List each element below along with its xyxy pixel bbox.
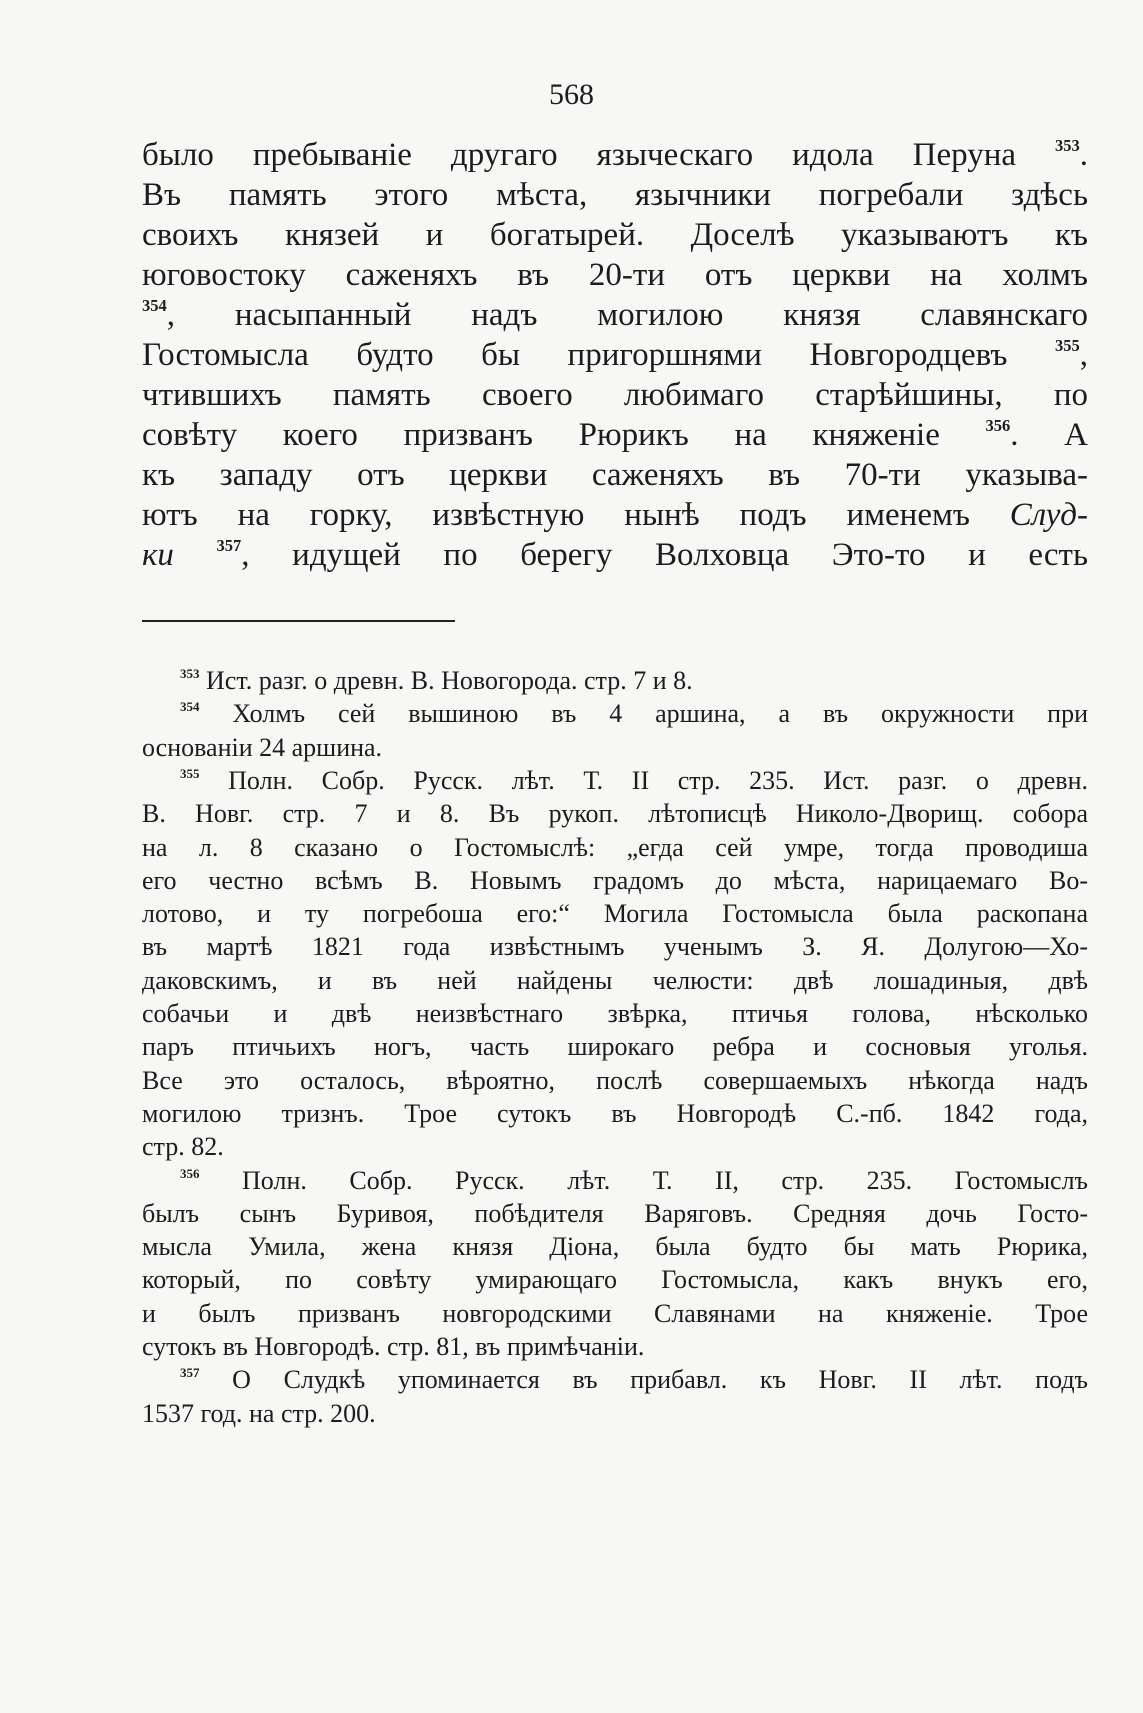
text-run: 1537 год. на стр. 200.: [142, 1398, 376, 1428]
text-run: было пребыванiе другаго языческаго идола Перуна: [142, 137, 1055, 173]
body-line: [142, 495, 1088, 535]
text-run: О Слудкѣ упоминается въ прибавл. къ Новг. II лѣт. подъ: [199, 1365, 1088, 1395]
body-line: [142, 535, 1088, 575]
footnote-line: [142, 864, 1088, 897]
text-run: ютъ на горку, извѣстную нынѣ подъ именемъ: [142, 497, 1010, 533]
body-line: [142, 295, 1088, 335]
footnote-marker: 354: [142, 295, 167, 315]
text-run: основанiи 24 аршина.: [142, 732, 383, 762]
text-run: который, по совѣту умирающаго Гостомысла, какъ внукъ его,: [142, 1265, 1088, 1295]
text-run: совѣту коего призванъ Рюрикъ на княженiе: [142, 417, 986, 453]
footnote-line: [142, 997, 1088, 1030]
footnote-line: [142, 964, 1088, 997]
body-line: [142, 415, 1088, 455]
text-run: стр. 82.: [142, 1132, 224, 1162]
page-number: 568: [549, 78, 594, 111]
text-run: , идущей по берегу Волховца Это-то и есть: [241, 537, 1088, 573]
footnote-line: [142, 1263, 1088, 1296]
footnote-line: [142, 1197, 1088, 1230]
text-run: юговостоку саженяхъ въ 20-ти отъ церкви на холмъ: [142, 257, 1088, 293]
footnote-line: [142, 797, 1088, 830]
text-run: мысла Умила, жена князя Дiона, была будто бы мать Рюрика,: [142, 1232, 1088, 1262]
footnote-line: [142, 764, 1088, 797]
text-run: .: [1079, 137, 1088, 173]
footnote-line: [142, 897, 1088, 930]
text-run: В. Новг. стр. 7 и 8. Въ рукоп. лѣтописцѣ Николо-Дворищ. собора: [142, 799, 1088, 829]
body-line: [142, 455, 1088, 495]
text-run: на л. 8 сказано о Гостомыслѣ: „егда сей умре, тогда проводиша: [142, 832, 1088, 862]
footnote-line: [142, 930, 1088, 963]
footnote-marker: 356: [180, 1165, 200, 1181]
footnote-marker: 356: [985, 415, 1011, 435]
footnote-divider: [142, 620, 455, 622]
footnote-line: [142, 1330, 1088, 1363]
text-run: ки: [142, 537, 174, 573]
text-run: былъ сынъ Буривоя, побѣдителя Варяговъ. Средняя дочь Госто-: [142, 1198, 1088, 1228]
footnote-line: [142, 1363, 1088, 1396]
text-run: даковскимъ, и въ ней найдены челюсти: двѣ лошадиныя, двѣ: [142, 965, 1088, 995]
footnote-line: [142, 1097, 1088, 1130]
text-run: , насыпанный надъ могилою князя славянскаго: [166, 297, 1088, 333]
text-run: въ мартѣ 1821 года извѣстнымъ ученымъ З. Я. Долугою—Хо-: [142, 932, 1088, 962]
footnote-line: [142, 1297, 1088, 1330]
footnote-marker: 357: [180, 1365, 200, 1381]
text-run: Полн. Собр. Русск. лѣт. Т. II, стр. 235. Гостомыслъ: [199, 1165, 1088, 1195]
body-line: [142, 375, 1088, 415]
text-run: паръ птичьихъ ногъ, часть широкаго ребра и сосновыя уголья.: [142, 1032, 1088, 1062]
text-run: . А: [1010, 417, 1088, 453]
text-run: къ западу отъ церкви саженяхъ въ 70-ти указыва-: [142, 457, 1088, 493]
footnote-line: [142, 1397, 1088, 1430]
text-run: Холмъ сей вышиною въ 4 аршина, а въ окружности при: [199, 699, 1088, 729]
footnote-line: [142, 1130, 1088, 1163]
text-run: Ист. разг. о древн. В. Новогорода. стр. 7 и 8.: [199, 666, 693, 695]
body-line: [142, 175, 1088, 215]
footnote-line: [142, 1030, 1088, 1063]
footnote-marker: 355: [180, 765, 200, 781]
footnote-line: [142, 831, 1088, 864]
text-run: Слуд-: [1009, 497, 1088, 533]
body-line: [142, 335, 1088, 375]
text-run: его честно всѣмъ В. Новымъ градомъ до мѣста, нарицаемаго Во-: [142, 865, 1088, 895]
footnote-marker: 354: [180, 699, 200, 715]
footnote-marker: 357: [216, 535, 242, 555]
text-run: Все это осталось, вѣроятно, послѣ совершаемыхъ нѣкогда надъ: [142, 1065, 1088, 1095]
text-run: Гостомысла будто бы пригоршнями Новгородцевъ: [142, 337, 1055, 373]
text-run: лотово, и ту погребоша его:“ Могила Гостомысла была раскопана: [142, 899, 1088, 929]
footnote-marker: 353: [1055, 135, 1080, 155]
footnote-line: [142, 731, 1088, 764]
body-line: [142, 135, 1088, 175]
text-run: и былъ призванъ новгородскими Славянами на княженiе. Трое: [142, 1298, 1088, 1328]
footnote-line: [142, 697, 1088, 730]
text-run: своихъ князей и богатырей. Доселѣ указываютъ къ: [142, 217, 1088, 253]
body-line: [142, 255, 1088, 295]
text-run: ,: [1079, 337, 1088, 373]
footnote-line: [142, 1064, 1088, 1097]
footnote-line: [142, 664, 1088, 697]
text-run: собачьи и двѣ неизвѣстнаго звѣрка, птичья голова, нѣсколько: [142, 999, 1088, 1028]
footnote-marker: 353: [180, 665, 200, 681]
footnote-line: [142, 1164, 1088, 1197]
body-line: [142, 215, 1088, 255]
text-run: Въ память этого мѣста, язычники погребали здѣсь: [142, 177, 1088, 213]
text-run: [174, 537, 217, 573]
footnote-marker: 355: [1055, 335, 1080, 355]
text-run: Полн. Собр. Русск. лѣт. Т. II стр. 235. Ист. разг. о древн.: [199, 765, 1088, 795]
text-run: чтившихъ память своего любимаго старѣйшины, по: [142, 377, 1088, 413]
text-run: сутокъ въ Новгородѣ. стр. 81, въ примѣчанiи.: [142, 1332, 645, 1361]
footnote-line: [142, 1230, 1088, 1263]
text-run: могилою тризнъ. Трое сутокъ въ Новгородѣ С.-пб. 1842 года,: [142, 1098, 1088, 1128]
